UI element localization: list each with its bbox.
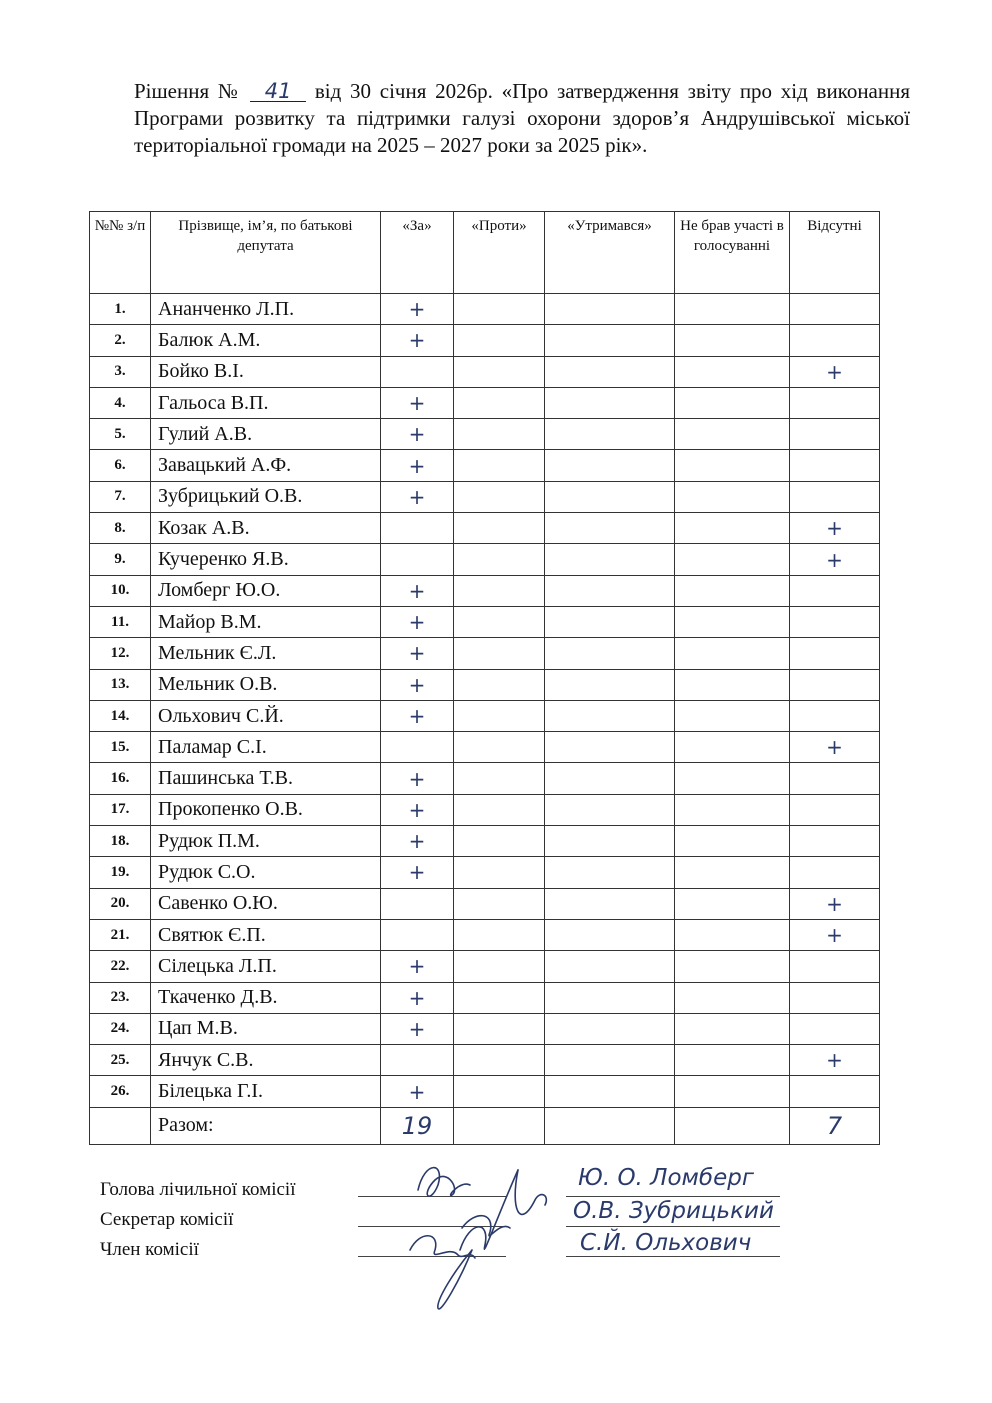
deputy-name: Білецька Г.І. <box>151 1076 381 1107</box>
decision-heading <box>134 78 910 159</box>
total-row <box>90 1107 880 1144</box>
table-row <box>90 951 880 982</box>
table-row <box>90 294 880 325</box>
table-row <box>90 1076 880 1107</box>
table-row <box>90 606 880 637</box>
vote-for <box>381 919 454 950</box>
table-row <box>90 1013 880 1044</box>
vote-not-voted <box>675 606 790 637</box>
vote-not-voted <box>675 1013 790 1044</box>
decision-number: 41 <box>250 81 306 102</box>
row-num: 14. <box>90 700 151 731</box>
vote-abstain <box>545 294 675 325</box>
vote-abstain <box>545 325 675 356</box>
chair-name-handwritten: Ю. О. Ломберг <box>578 1165 754 1191</box>
row-num: 3. <box>90 356 151 387</box>
vote-for: + <box>381 700 454 731</box>
vote-abstain <box>545 794 675 825</box>
row-num: 2. <box>90 325 151 356</box>
vote-for: + <box>381 419 454 450</box>
vote-against <box>454 669 545 700</box>
header-num: №№ з/п <box>90 212 151 294</box>
header-absent: Відсутні <box>790 212 880 294</box>
vote-against <box>454 700 545 731</box>
vote-absent <box>790 669 880 700</box>
vote-for: + <box>381 857 454 888</box>
row-num: 11. <box>90 606 151 637</box>
secretary-name-line <box>566 1226 780 1227</box>
vote-not-voted <box>675 419 790 450</box>
header-against: «Проти» <box>454 212 545 294</box>
table-row <box>90 575 880 606</box>
deputy-name: Завацький А.Ф. <box>151 450 381 481</box>
table-row <box>90 513 880 544</box>
total-not-voted <box>675 1107 790 1144</box>
row-num: 21. <box>90 919 151 950</box>
vote-abstain <box>545 638 675 669</box>
vote-against <box>454 450 545 481</box>
vote-not-voted <box>675 481 790 512</box>
vote-against <box>454 481 545 512</box>
vote-abstain <box>545 700 675 731</box>
vote-against <box>454 857 545 888</box>
vote-abstain <box>545 669 675 700</box>
row-num: 9. <box>90 544 151 575</box>
table-header-row <box>90 212 880 294</box>
vote-not-voted <box>675 387 790 418</box>
row-num: 18. <box>90 826 151 857</box>
vote-absent <box>790 951 880 982</box>
vote-absent <box>790 638 880 669</box>
vote-absent: + <box>790 1045 880 1076</box>
vote-abstain <box>545 513 675 544</box>
vote-for: + <box>381 1076 454 1107</box>
row-num: 17. <box>90 794 151 825</box>
vote-not-voted <box>675 356 790 387</box>
row-num: 8. <box>90 513 151 544</box>
deputy-name: Пашинська Т.В. <box>151 763 381 794</box>
vote-for <box>381 513 454 544</box>
deputy-name: Савенко О.Ю. <box>151 888 381 919</box>
vote-not-voted <box>675 732 790 763</box>
vote-not-voted <box>675 450 790 481</box>
vote-abstain <box>545 606 675 637</box>
decision-date: від 30 січня 2026р. <box>314 79 493 103</box>
deputy-name: Паламар С.І. <box>151 732 381 763</box>
vote-against <box>454 356 545 387</box>
row-num: 5. <box>90 419 151 450</box>
vote-abstain <box>545 387 675 418</box>
vote-absent: + <box>790 513 880 544</box>
vote-for: + <box>381 763 454 794</box>
vote-abstain <box>545 919 675 950</box>
deputy-name: Цап М.В. <box>151 1013 381 1044</box>
table-row <box>90 669 880 700</box>
row-num: 20. <box>90 888 151 919</box>
deputy-name: Гулий А.В. <box>151 419 381 450</box>
table-row <box>90 700 880 731</box>
vote-for: + <box>381 951 454 982</box>
vote-not-voted <box>675 1076 790 1107</box>
vote-absent: + <box>790 356 880 387</box>
handwritten-signatures <box>400 1150 570 1320</box>
vote-for: + <box>381 481 454 512</box>
vote-not-voted <box>675 763 790 794</box>
member-name-handwritten: С.Й. Ольхович <box>580 1230 752 1256</box>
vote-for: + <box>381 794 454 825</box>
deputy-name: Ольхович С.Й. <box>151 700 381 731</box>
vote-absent: + <box>790 888 880 919</box>
vote-for <box>381 544 454 575</box>
decision-title: «Про затвердження звіту про хід виконання Програми розвитку та підтримки галузі охорони здоров’я Андрушівської міської територіальної громади на 2025 – 2027 роки за 2025 рік». <box>134 79 911 157</box>
deputy-name: Майор В.М. <box>151 606 381 637</box>
row-num: 16. <box>90 763 151 794</box>
vote-for: + <box>381 982 454 1013</box>
table-row <box>90 638 880 669</box>
vote-against <box>454 732 545 763</box>
row-num: 4. <box>90 387 151 418</box>
vote-abstain <box>545 544 675 575</box>
table-row <box>90 857 880 888</box>
vote-absent <box>790 857 880 888</box>
vote-against <box>454 419 545 450</box>
row-num: 7. <box>90 481 151 512</box>
vote-against <box>454 826 545 857</box>
deputy-name: Ткаченко Д.В. <box>151 982 381 1013</box>
header-name: Прізвище, ім’я, по батькові депутата <box>151 212 381 294</box>
vote-abstain <box>545 450 675 481</box>
vote-not-voted <box>675 513 790 544</box>
vote-abstain <box>545 1076 675 1107</box>
vote-absent <box>790 794 880 825</box>
vote-against <box>454 919 545 950</box>
vote-against <box>454 951 545 982</box>
vote-absent <box>790 481 880 512</box>
header-for: «За» <box>381 212 454 294</box>
table-row <box>90 888 880 919</box>
vote-not-voted <box>675 794 790 825</box>
vote-absent <box>790 763 880 794</box>
vote-against <box>454 575 545 606</box>
vote-absent <box>790 450 880 481</box>
vote-abstain <box>545 1045 675 1076</box>
deputy-name: Зубрицький О.В. <box>151 481 381 512</box>
vote-for: + <box>381 669 454 700</box>
vote-not-voted <box>675 325 790 356</box>
table-row <box>90 1045 880 1076</box>
decision-prefix: Рішення № <box>134 79 242 103</box>
deputy-name: Гальоса В.П. <box>151 387 381 418</box>
table-row <box>90 826 880 857</box>
vote-abstain <box>545 982 675 1013</box>
total-absent: 7 <box>790 1107 880 1144</box>
vote-against <box>454 606 545 637</box>
member-label: Член комісії <box>100 1239 199 1260</box>
total-against <box>454 1107 545 1144</box>
vote-absent: + <box>790 544 880 575</box>
deputy-name: Янчук С.В. <box>151 1045 381 1076</box>
vote-absent <box>790 826 880 857</box>
vote-not-voted <box>675 638 790 669</box>
deputy-name: Рудюк С.О. <box>151 857 381 888</box>
vote-against <box>454 1076 545 1107</box>
vote-absent <box>790 294 880 325</box>
vote-abstain <box>545 857 675 888</box>
deputy-name: Кучеренко Я.В. <box>151 544 381 575</box>
vote-absent <box>790 387 880 418</box>
row-num: 10. <box>90 575 151 606</box>
vote-against <box>454 1013 545 1044</box>
deputy-name: Мельник Є.Л. <box>151 638 381 669</box>
deputy-name: Ананченко Л.П. <box>151 294 381 325</box>
vote-against <box>454 1045 545 1076</box>
vote-against <box>454 325 545 356</box>
vote-against <box>454 888 545 919</box>
vote-abstain <box>545 826 675 857</box>
vote-for <box>381 732 454 763</box>
vote-for: + <box>381 826 454 857</box>
vote-against <box>454 544 545 575</box>
deputy-name: Бойко В.І. <box>151 356 381 387</box>
vote-abstain <box>545 356 675 387</box>
vote-abstain <box>545 481 675 512</box>
signature-labels <box>100 1175 295 1265</box>
vote-not-voted <box>675 951 790 982</box>
row-num: 23. <box>90 982 151 1013</box>
table-row <box>90 419 880 450</box>
row-num: 13. <box>90 669 151 700</box>
vote-abstain <box>545 419 675 450</box>
voting-table <box>89 211 880 1145</box>
table-row <box>90 544 880 575</box>
total-num-cell <box>90 1107 151 1144</box>
vote-not-voted <box>675 1045 790 1076</box>
vote-for: + <box>381 387 454 418</box>
vote-absent <box>790 1013 880 1044</box>
table-row <box>90 794 880 825</box>
header-abstain: «Утримався» <box>545 212 675 294</box>
vote-not-voted <box>675 826 790 857</box>
vote-against <box>454 763 545 794</box>
row-num: 12. <box>90 638 151 669</box>
vote-abstain <box>545 763 675 794</box>
header-not-voted: Не брав участі в голосуванні <box>675 212 790 294</box>
vote-not-voted <box>675 544 790 575</box>
vote-against <box>454 294 545 325</box>
vote-against <box>454 387 545 418</box>
total-for: 19 <box>381 1107 454 1144</box>
table-row <box>90 763 880 794</box>
deputy-name: Козак А.В. <box>151 513 381 544</box>
vote-against <box>454 638 545 669</box>
row-num: 25. <box>90 1045 151 1076</box>
row-num: 1. <box>90 294 151 325</box>
vote-not-voted <box>675 982 790 1013</box>
vote-not-voted <box>675 919 790 950</box>
vote-absent <box>790 419 880 450</box>
vote-for: + <box>381 575 454 606</box>
table-row <box>90 325 880 356</box>
vote-for <box>381 356 454 387</box>
row-num: 19. <box>90 857 151 888</box>
deputy-name: Сілецька Л.П. <box>151 951 381 982</box>
table-row <box>90 356 880 387</box>
deputy-name: Прокопенко О.В. <box>151 794 381 825</box>
vote-abstain <box>545 732 675 763</box>
vote-absent: + <box>790 732 880 763</box>
member-name-line <box>566 1256 780 1257</box>
vote-for: + <box>381 325 454 356</box>
vote-for <box>381 1045 454 1076</box>
chair-name-line <box>566 1196 780 1197</box>
vote-absent: + <box>790 919 880 950</box>
vote-for: + <box>381 1013 454 1044</box>
vote-not-voted <box>675 575 790 606</box>
table-row <box>90 732 880 763</box>
vote-for: + <box>381 450 454 481</box>
table-row <box>90 919 880 950</box>
vote-for: + <box>381 638 454 669</box>
vote-absent <box>790 606 880 637</box>
vote-abstain <box>545 888 675 919</box>
deputy-name: Ломберг Ю.О. <box>151 575 381 606</box>
chair-label: Голова лічильної комісії <box>100 1179 296 1200</box>
total-abstain <box>545 1107 675 1144</box>
total-label: Разом: <box>151 1107 381 1144</box>
vote-against <box>454 513 545 544</box>
vote-for: + <box>381 294 454 325</box>
table-row <box>90 982 880 1013</box>
vote-against <box>454 794 545 825</box>
vote-not-voted <box>675 888 790 919</box>
row-num: 24. <box>90 1013 151 1044</box>
vote-not-voted <box>675 700 790 731</box>
secretary-label: Секретар комісії <box>100 1209 234 1230</box>
deputy-name: Мельник О.В. <box>151 669 381 700</box>
vote-not-voted <box>675 294 790 325</box>
row-num: 15. <box>90 732 151 763</box>
table-row <box>90 387 880 418</box>
secretary-name-handwritten: О.В. Зубрицький <box>573 1198 774 1224</box>
vote-abstain <box>545 1013 675 1044</box>
vote-for <box>381 888 454 919</box>
vote-abstain <box>545 951 675 982</box>
vote-not-voted <box>675 857 790 888</box>
deputy-name: Рудюк П.М. <box>151 826 381 857</box>
table-row <box>90 481 880 512</box>
vote-for: + <box>381 606 454 637</box>
vote-absent <box>790 700 880 731</box>
row-num: 22. <box>90 951 151 982</box>
vote-against <box>454 982 545 1013</box>
deputy-name: Святюк Є.П. <box>151 919 381 950</box>
vote-absent <box>790 982 880 1013</box>
deputy-name: Балюк А.М. <box>151 325 381 356</box>
vote-abstain <box>545 575 675 606</box>
row-num: 6. <box>90 450 151 481</box>
vote-absent <box>790 325 880 356</box>
row-num: 26. <box>90 1076 151 1107</box>
vote-not-voted <box>675 669 790 700</box>
vote-absent <box>790 1076 880 1107</box>
table-row <box>90 450 880 481</box>
vote-absent <box>790 575 880 606</box>
